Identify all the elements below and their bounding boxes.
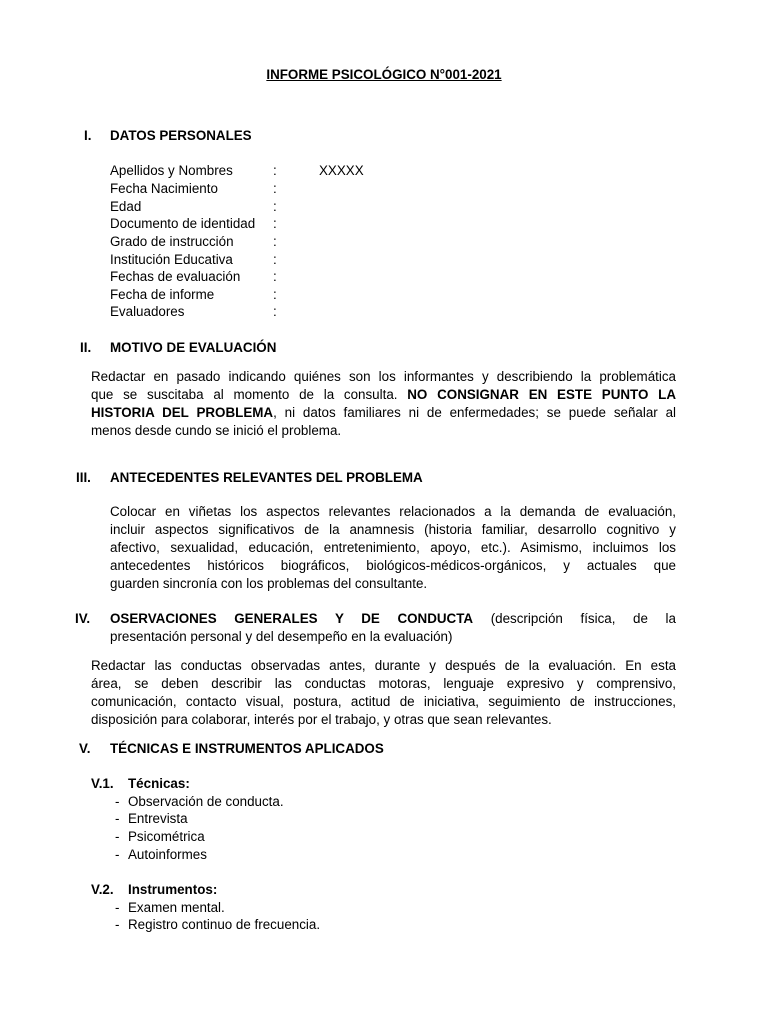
subsection-v2-heading: Instrumentos: — [128, 882, 218, 897]
bullet-dash: - — [115, 811, 120, 826]
field-label: Documento de identidad — [110, 216, 256, 231]
field-colon: : — [273, 304, 277, 319]
field-colon: : — [273, 252, 277, 267]
paragraph-line: Redactar en pasado indicando quiénes son los informantes y describiendo la problemática — [91, 369, 676, 384]
heading-line — [110, 610, 676, 628]
section-2-paragraph — [91, 368, 676, 440]
field-colon: : — [273, 163, 277, 178]
section-1-number: I. — [84, 128, 92, 143]
subsection-v2-number: V.2. — [91, 882, 114, 897]
report-title: INFORME PSICOLÓGICO N°001-2021 — [266, 67, 502, 82]
paragraph-line: disposición para colaborar, interés por el trabajo, y otras que sean relevantes. — [91, 711, 552, 727]
text-run: que se suscitaba al momento de la consulta. — [91, 386, 398, 402]
bullet-dash: - — [115, 847, 120, 862]
section-5-heading: TÉCNICAS E INSTRUMENTOS APLICADOS — [110, 741, 384, 756]
field-label: Edad — [110, 199, 142, 214]
section-4-paragraph — [91, 657, 676, 729]
list-item-text: Psicométrica — [128, 829, 205, 844]
text-run: , ni datos familiares ni de enfermedades; se puede señalar al — [273, 404, 677, 420]
field-colon: : — [273, 181, 277, 196]
paragraph-line: antecedentes históricos biográficos, biológicos-médicos-orgánicos, y actuales que — [110, 557, 676, 573]
bullet-dash: - — [115, 794, 120, 809]
field-colon: : — [273, 269, 277, 284]
paragraph-line: Redactar las conductas observadas antes, durante y después de la evaluación. En esta — [91, 658, 676, 673]
list-item-text: Registro continuo de frecuencia. — [128, 917, 321, 932]
paragraph-line: incluir aspectos significativos de la anamnesis (historia familiar, desarrollo cognitivo y — [110, 521, 676, 537]
field-label: Fecha Nacimiento — [110, 181, 218, 196]
field-colon: : — [273, 199, 277, 214]
subsection-v1-heading: Técnicas: — [128, 776, 190, 791]
section-3-heading: ANTECEDENTES RELEVANTES DEL PROBLEMA — [110, 470, 423, 485]
section-1-heading: DATOS PERSONALES — [110, 128, 252, 143]
bold-run: HISTORIA DEL PROBLEMA — [91, 404, 274, 420]
heading-line: presentación personal y del desempeño en la evaluación) — [110, 628, 453, 644]
field-label: Evaluadores — [110, 304, 185, 319]
section-5-number: V. — [79, 741, 91, 756]
paragraph-line: guarden sincronía con los problemas del consultante. — [110, 575, 428, 591]
field-colon: : — [273, 234, 277, 249]
paragraph-line: menos desde cundo se inició el problema. — [91, 422, 342, 438]
list-item-text: Entrevista — [128, 811, 188, 826]
field-label: Fecha de informe — [110, 287, 215, 302]
field-colon: : — [273, 287, 277, 302]
paragraph-line: comunicación, contacto visual, postura, actitud de iniciativa, seguimiento de instrucciones, — [91, 693, 676, 709]
paragraph-line: afectivo, sexualidad, educación, entretenimiento, apoyo, etc.). Asimismo, incluimos los — [110, 539, 676, 555]
field-label: Institución Educativa — [110, 252, 233, 267]
paragraph-line: Colocar en viñetas los aspectos relevantes relacionados a la demanda de evaluación, — [110, 504, 676, 519]
text-run: (descripción física, de la — [490, 611, 676, 626]
list-item-text: Examen mental. — [128, 900, 225, 915]
section-4-number: IV. — [75, 611, 91, 626]
list-item-text: Autoinformes — [128, 847, 207, 862]
bullet-dash: - — [115, 917, 120, 932]
section-2-number: II. — [80, 340, 92, 355]
field-colon: : — [273, 216, 277, 231]
field-label: Apellidos y Nombres — [110, 163, 233, 178]
bold-run: OSERVACIONES GENERALES Y DE CONDUCTA — [110, 611, 474, 626]
field-label: Fechas de evaluación — [110, 269, 241, 284]
bullet-dash: - — [115, 900, 120, 915]
paragraph-line: área, se deben describir las conductas motoras, lenguaje expresivo y comprensivo, — [91, 675, 676, 691]
field-label: Grado de instrucción — [110, 234, 234, 249]
bold-run: NO CONSIGNAR EN ESTE PUNTO LA — [407, 386, 677, 402]
section-3-number: III. — [76, 470, 91, 485]
section-3-paragraph — [110, 503, 676, 593]
field-value: XXXXX — [319, 163, 364, 178]
section-4-heading — [110, 610, 676, 646]
list-item-text: Observación de conducta. — [128, 794, 284, 809]
paragraph-line — [91, 404, 676, 422]
paragraph-line — [91, 386, 676, 404]
bullet-dash: - — [115, 829, 120, 844]
subsection-v1-number: V.1. — [91, 776, 114, 791]
section-2-heading: MOTIVO DE EVALUACIÓN — [110, 340, 277, 355]
